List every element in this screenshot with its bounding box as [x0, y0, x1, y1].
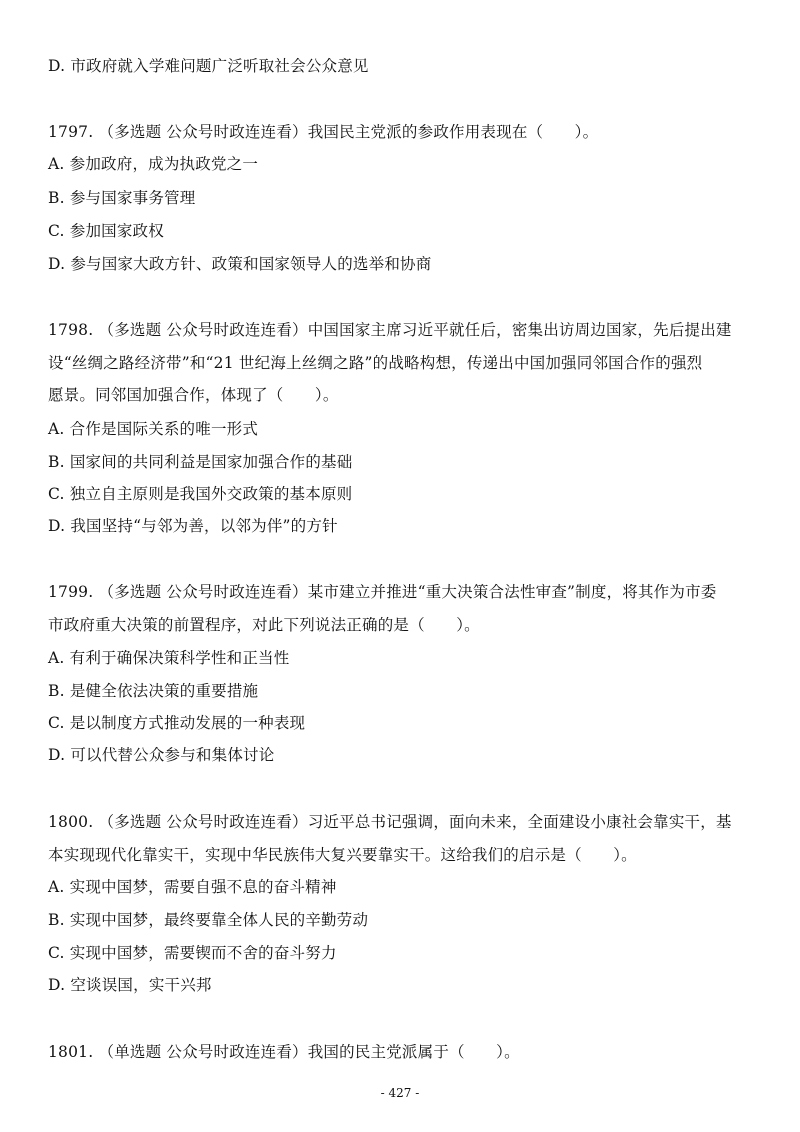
- question-1800-line-1: 1800. （多选题 公众号时政连连看）习近平总书记强调，面向未来，全面建设小康社会靠实干，基: [48, 813, 732, 831]
- q1800-option-d: D. 空谈误国，实干兴邦: [48, 976, 212, 994]
- q1798-option-d: D. 我国坚持“与邻为善，以邻为伴”的方针: [48, 517, 338, 535]
- q1800-option-a: A. 实现中国梦，需要自强不息的奋斗精神: [48, 878, 337, 896]
- q1799-option-a: A. 有利于确保决策科学性和正当性: [48, 649, 290, 667]
- q1800-option-b: B. 实现中国梦，最终要靠全体人民的辛勤劳动: [48, 911, 369, 929]
- q1799-option-b: B. 是健全依法决策的重要措施: [48, 682, 259, 700]
- q1797-option-d: D. 参与国家大政方针、政策和国家领导人的选举和协商: [48, 255, 432, 273]
- question-1800-line-2: 本实现现代化靠实干，实现中华民族伟大复兴要靠实干。这给我们的启示是（ ）。: [48, 846, 637, 864]
- q1797-option-a: A. 参加政府，成为执政党之一: [48, 155, 259, 173]
- q1798-option-a: A. 合作是国际关系的唯一形式: [48, 420, 259, 438]
- question-1799-line-2: 市政府重大决策的前置程序，对此下列说法正确的是（ ）。: [48, 616, 480, 634]
- q1800-option-c: C. 实现中国梦，需要锲而不舍的奋斗努力: [48, 944, 337, 962]
- question-1801: 1801. （单选题 公众号时政连连看）我国的民主党派属于（ ）。: [48, 1043, 520, 1061]
- q1797-option-b: B. 参与国家事务管理: [48, 189, 196, 207]
- q1798-option-c: C. 独立自主原则是我国外交政策的基本原则: [48, 485, 353, 503]
- question-1798-line-1: 1798. （多选题 公众号时政连连看）中国国家主席习近平就任后，密集出访周边国家，先后提出建: [48, 321, 732, 339]
- option-d-text: D. 市政府就入学难问题广泛听取社会公众意见: [48, 57, 369, 75]
- q1798-option-b: B. 国家间的共同利益是国家加强合作的基础: [48, 453, 353, 471]
- q1797-option-c: C. 参加国家政权: [48, 222, 164, 240]
- question-1797: 1797. （多选题 公众号时政连连看）我国民主党派的参政作用表现在（ ）。: [48, 123, 599, 141]
- page-number: - 427 -: [380, 1086, 420, 1100]
- question-1798-line-2: 设“丝绸之路经济带”和“21 世纪海上丝绸之路”的战略构想，传递出中国加强同邻国合作的强烈: [48, 354, 703, 372]
- question-1798-line-3: 愿景。同邻国加强合作，体现了（ ）。: [48, 386, 339, 404]
- q1799-option-d: D. 可以代替公众参与和集体讨论: [48, 746, 275, 764]
- question-1799-line-1: 1799. （多选题 公众号时政连连看）某市建立并推进“重大决策合法性审查”制度，将其作为市委: [48, 583, 717, 601]
- q1799-option-c: C. 是以制度方式推动发展的一种表现: [48, 714, 306, 732]
